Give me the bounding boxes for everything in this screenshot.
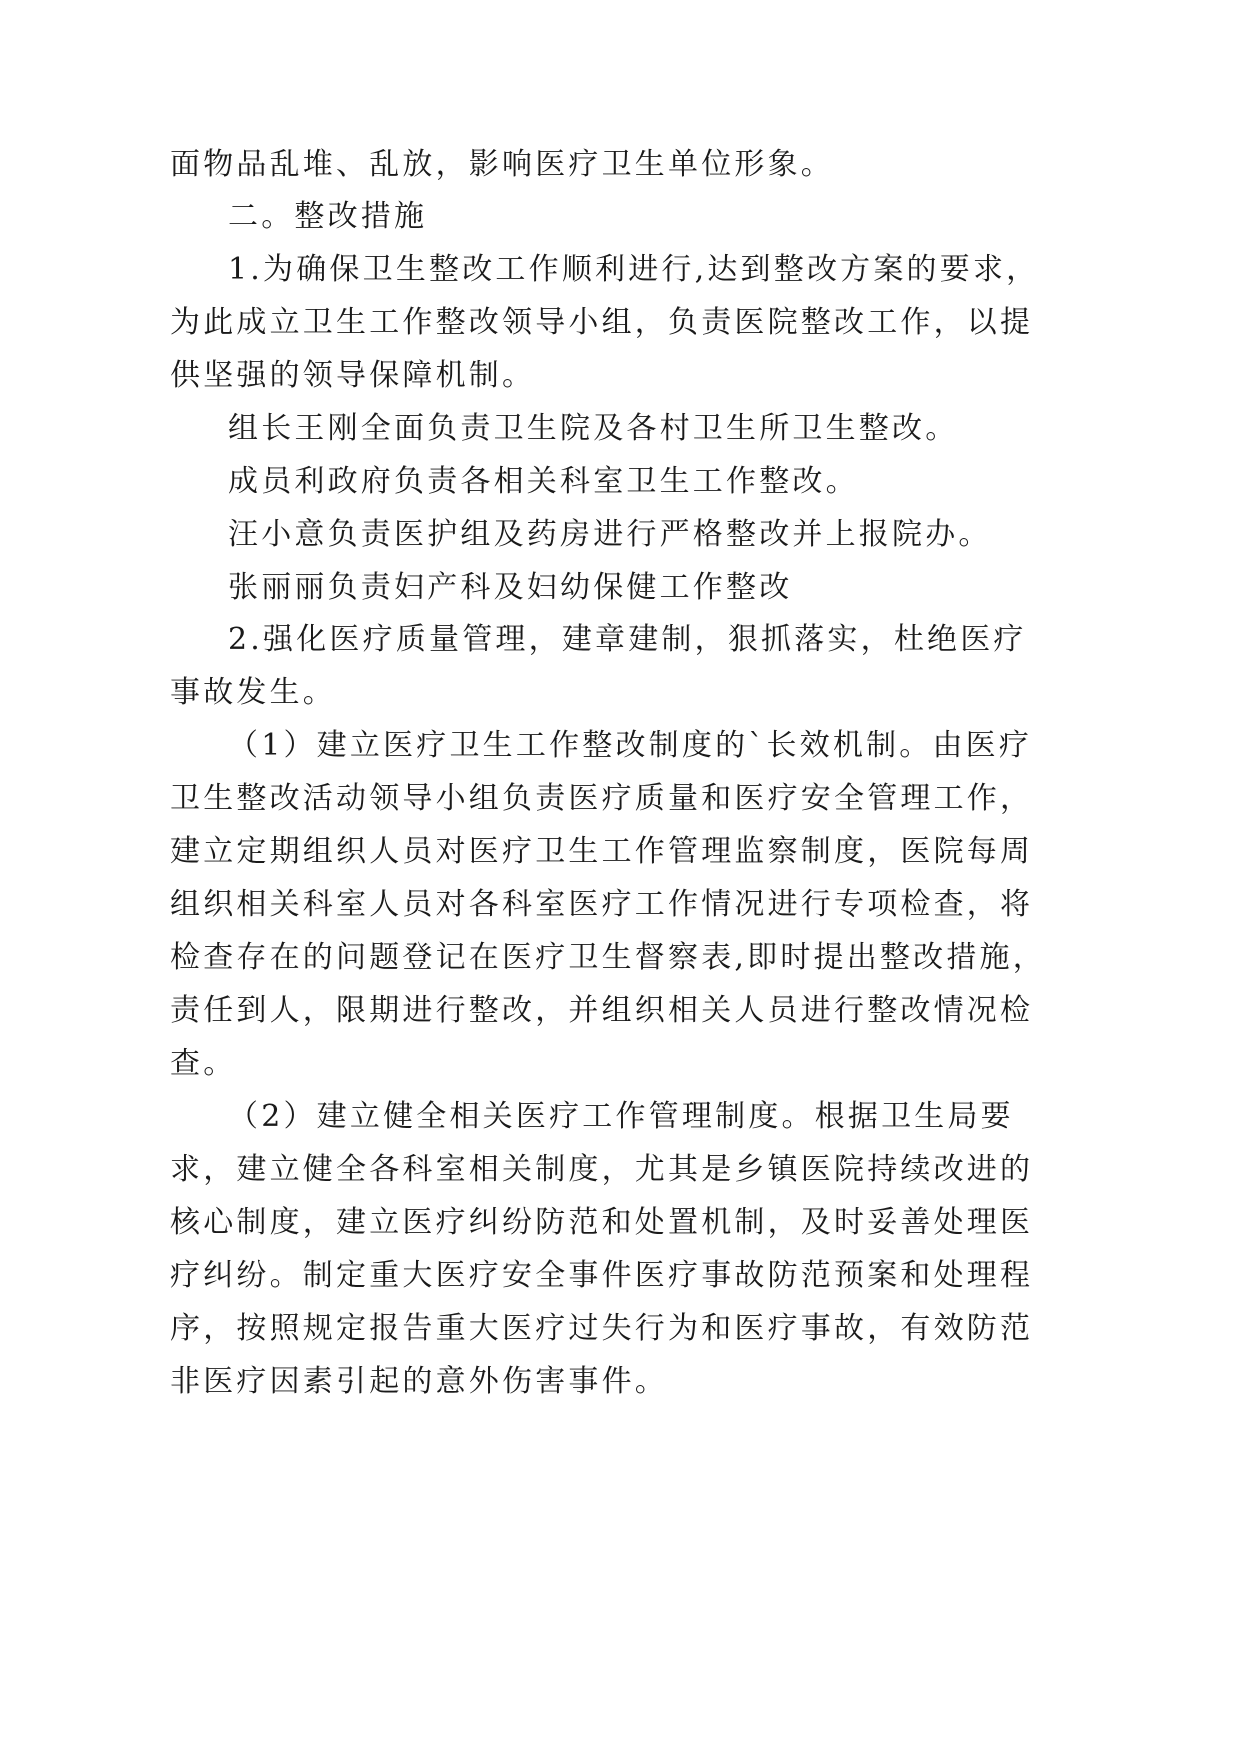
paragraph-line: 卫生整改活动领导小组负责医疗质量和医疗安全管理工作， (170, 781, 1034, 816)
paragraph-line: 疗纠纷。制定重大医疗安全事件医疗事故防范预案和处理程 (170, 1258, 1034, 1293)
paragraph-line: 为此成立卫生工作整改领导小组，负责医院整改工作，以提 (170, 305, 1034, 340)
paragraph-line: 非医疗因素引起的意外伤害事件。 (170, 1364, 668, 1399)
paragraph-line: 面物品乱堆、乱放，影响医疗卫生单位形象。 (170, 147, 834, 182)
paragraph-line: 核心制度，建立医疗纠纷防范和处置机制，及时妥善处理医 (170, 1205, 1034, 1240)
section-heading: 二。整改措施 (228, 199, 428, 234)
paragraph-line: （2）建立健全相关医疗工作管理制度。根据卫生局要 (228, 1099, 1014, 1134)
paragraph-line: （1）建立医疗卫生工作整改制度的`长效机制。由医疗 (228, 728, 1033, 763)
paragraph-line: 查。 (170, 1046, 237, 1081)
paragraph-line: 建立定期组织人员对医疗卫生工作管理监察制度，医院每周 (170, 834, 1034, 869)
paragraph-line: 事故发生。 (170, 675, 336, 710)
paragraph-line: 汪小意负责医护组及药房进行严格整改并上报院办。 (228, 517, 992, 552)
paragraph-line: 组织相关科室人员对各科室医疗工作情况进行专项检查，将 (170, 887, 1034, 922)
paragraph-line: 责任到人，限期进行整改，并组织相关人员进行整改情况检 (170, 993, 1034, 1028)
paragraph-line: 求，建立健全各科室相关制度，尤其是乡镇医院持续改进的 (170, 1152, 1034, 1187)
paragraph-line: 2.强化医疗质量管理，建章建制，狠抓落实，杜绝医疗 (228, 622, 1027, 657)
paragraph-line: 1.为确保卫生整改工作顺利进行,达到整改方案的要求， (228, 252, 1040, 287)
paragraph-line: 成员利政府负责各相关科室卫生工作整改。 (228, 464, 859, 499)
paragraph-line: 检查存在的问题登记在医疗卫生督察表,即时提出整改措施， (170, 940, 1046, 975)
paragraph-line: 序，按照规定报告重大医疗过失行为和医疗事故，有效防范 (170, 1311, 1034, 1346)
paragraph-line: 张丽丽负责妇产科及妇幼保健工作整改 (228, 570, 793, 605)
paragraph-line: 组长王刚全面负责卫生院及各村卫生所卫生整改。 (228, 411, 959, 446)
paragraph-line: 供坚强的领导保障机制。 (170, 358, 536, 393)
